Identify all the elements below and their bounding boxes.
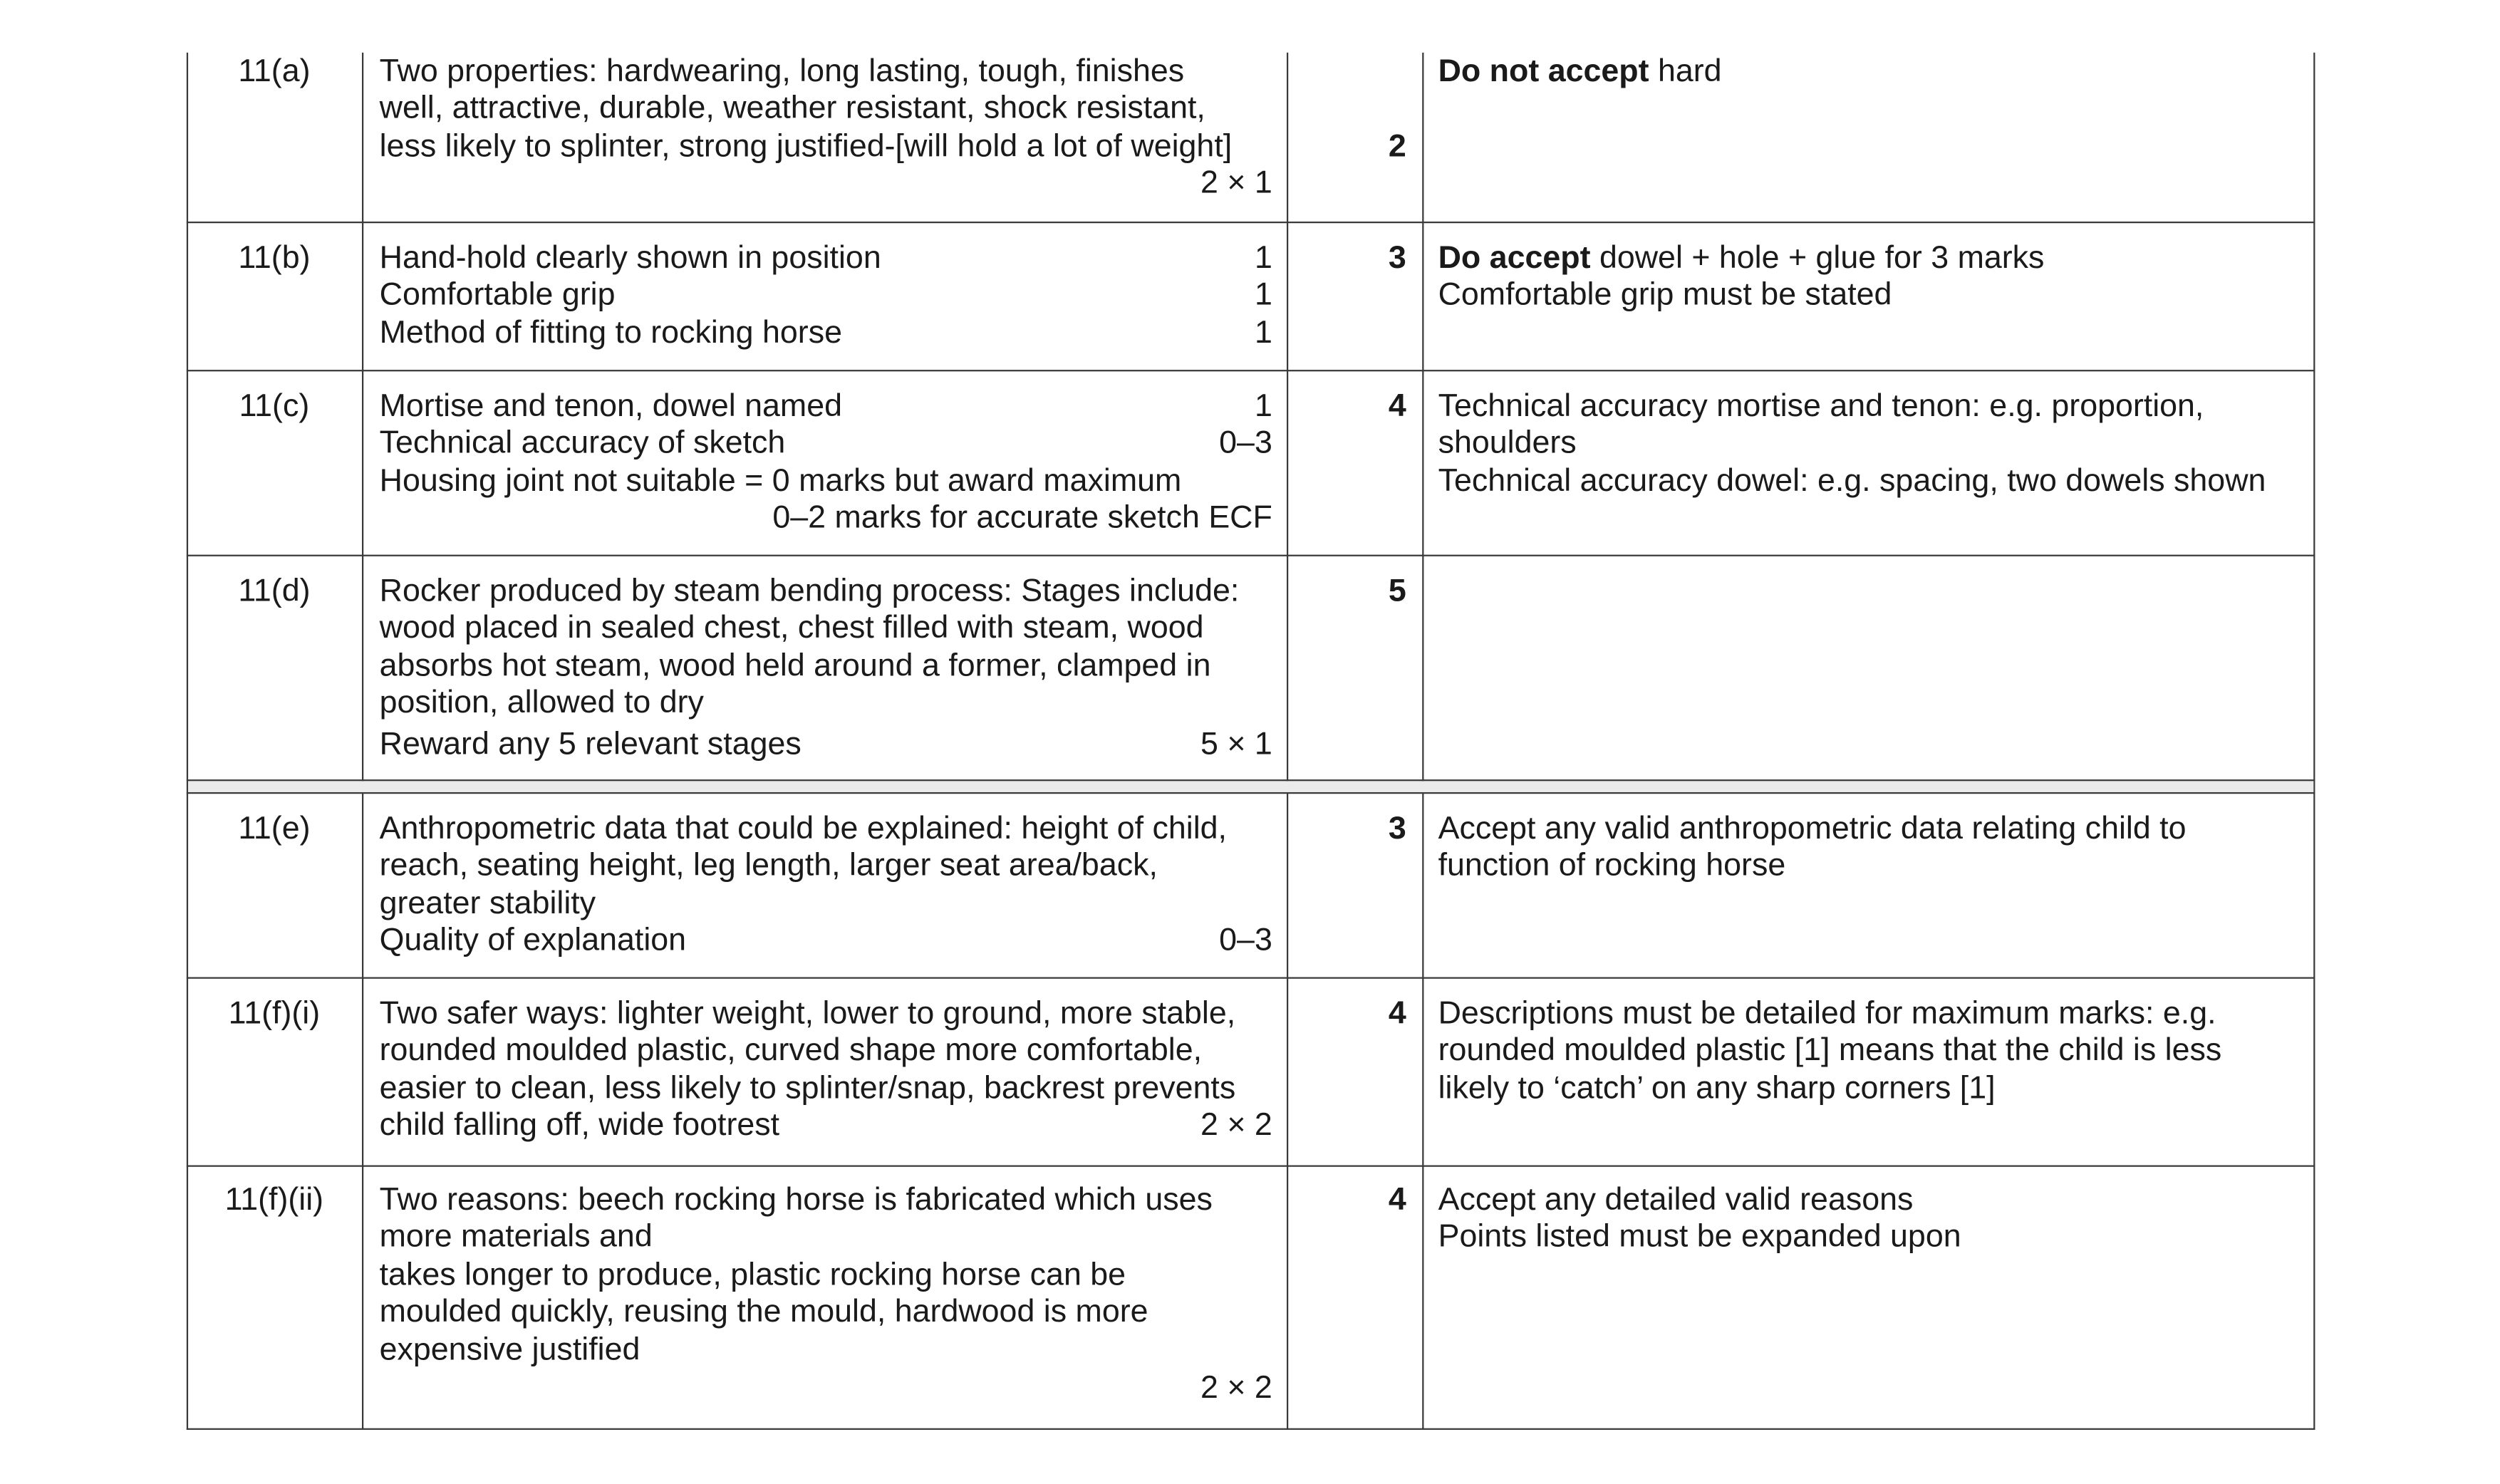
answer-line: Housing joint not suitable = 0 marks but award maximum (379, 463, 1182, 499)
row-divider (187, 555, 2315, 556)
guidance-cell (1438, 389, 2308, 501)
answer-line: less likely to splinter, strong justified-[will hold a lot of weight] (379, 128, 1233, 164)
guidance-line: Accept any valid anthropometric data relating child to (1438, 811, 2187, 847)
row-divider (187, 779, 2315, 781)
row-divider (187, 1166, 2315, 1167)
answer-line: absorbs hot steam, wood held around a former, clamped in (379, 648, 1211, 684)
row-divider (187, 977, 2315, 979)
answer-line: Quality of explanation 0–3 (379, 923, 1272, 959)
answer-line: moulded quickly, reusing the mould, hardwood is more (379, 1294, 1148, 1330)
guidance-cell (1438, 241, 2308, 316)
answer-line: expensive justified (379, 1332, 640, 1367)
answer-cell (380, 996, 1272, 1145)
answer-line: Two reasons: beech rocking horse is fabricated which uses (379, 1183, 1213, 1218)
answer-mark-line: 0–2 marks for accurate sketch ECF (772, 500, 1272, 536)
row-divider (187, 370, 2315, 371)
answer-line: Two safer ways: lighter weight, lower to ground, more stable, (379, 996, 1236, 1032)
total-marks: 2 (1388, 129, 1406, 165)
guidance-line: Comfortable grip must be stated (1438, 278, 1892, 313)
answer-line: Anthropometric data that could be explained: height of child, (379, 811, 1227, 847)
guidance-line: Do not accept hard (1438, 54, 1722, 90)
answer-line: child falling off, wide footrest 2 × 2 (379, 1108, 1272, 1143)
guidance-line: Do accept dowel + hole + glue for 3 marks (1438, 240, 2045, 276)
answer-line: Rocker produced by steam bending process: Stages include: (379, 574, 1240, 609)
table-border-bottom (187, 1428, 2315, 1430)
answer-line: Mortise and tenon, dowel named 1 (379, 388, 1272, 425)
total-marks: 4 (1388, 996, 1406, 1032)
answer-cell (380, 574, 1272, 763)
guidance-line: function of rocking horse (1438, 849, 1786, 884)
guidance-line: Points listed must be expanded upon (1438, 1220, 1961, 1255)
guidance-cell (1438, 811, 2308, 886)
question-number: 11(e) (238, 811, 311, 847)
answer-cell (380, 1183, 1272, 1408)
total-marks: 4 (1388, 1183, 1406, 1218)
answer-line: Hand-hold clearly shown in position 1 (379, 240, 1272, 276)
answer-line: Two properties: hardwearing, long lasting, tough, finishes (379, 54, 1185, 90)
answer-line: position, allowed to dry (379, 685, 704, 721)
answer-mark-line: 2 × 2 (1200, 1371, 1272, 1406)
guidance-cell (1438, 1183, 2308, 1257)
total-marks: 3 (1388, 811, 1406, 847)
guidance-line: shoulders (1438, 426, 1577, 462)
column-divider (362, 53, 363, 1430)
question-number: 11(b) (238, 240, 311, 276)
answer-line: reach, seating height, leg length, larger seat area/back, (379, 849, 1158, 884)
guidance-line: Technical accuracy dowel: e.g. spacing, two dowels shown (1438, 463, 2266, 499)
guidance-line: Technical accuracy mortise and tenon: e.g. proportion, (1438, 388, 2204, 425)
table-border-right (2313, 53, 2315, 1430)
row-gap (188, 781, 2313, 792)
answer-mark-line: 2 × 1 (1200, 166, 1272, 202)
question-number: 11(d) (238, 574, 311, 609)
answer-line: easier to clean, less likely to splinter/snap, backrest prevents (379, 1071, 1236, 1106)
answer-line: takes longer to produce, plastic rocking horse can be (379, 1257, 1126, 1293)
answer-cell (380, 54, 1272, 203)
total-marks: 3 (1388, 240, 1406, 276)
answer-cell (380, 389, 1272, 538)
answer-cell (380, 811, 1272, 960)
question-number: 11(f)(ii) (224, 1183, 324, 1218)
total-marks: 5 (1388, 574, 1406, 609)
answer-line: Comfortable grip 1 (379, 278, 1272, 313)
answer-line: Method of fitting to rocking horse 1 (379, 315, 1272, 351)
row-divider (187, 222, 2315, 223)
question-number: 11(c) (239, 388, 310, 425)
guidance-cell (1438, 54, 2308, 91)
guidance-line: Descriptions must be detailed for maximum marks: e.g. (1438, 996, 2216, 1032)
answer-line: Reward any 5 relevant stages 5 × 1 (379, 726, 1272, 762)
row-divider (187, 792, 2315, 794)
guidance-line: Accept any detailed valid reasons (1438, 1183, 1914, 1218)
guidance-cell (1438, 996, 2308, 1108)
answer-line: well, attractive, durable, weather resistant, shock resistant, (379, 91, 1205, 127)
answer-line: rounded moulded plastic, curved shape more comfortable, (379, 1033, 1203, 1069)
answer-line: greater stability (379, 886, 596, 921)
answer-cell (380, 241, 1272, 353)
answer-line: wood placed in sealed chest, chest filled with steam, wood (379, 611, 1204, 647)
guidance-line: rounded moulded plastic [1] means that the child is less (1438, 1033, 2222, 1069)
column-divider (1422, 53, 1423, 1430)
guidance-line: likely to ‘catch’ on any sharp corners [1] (1438, 1071, 1996, 1106)
mark-scheme-table (187, 53, 2315, 1430)
question-number: 11(f)(i) (228, 996, 321, 1032)
question-number: 11(a) (238, 54, 311, 90)
answer-line: Technical accuracy of sketch 0–3 (379, 426, 1272, 462)
answer-line: more materials and (379, 1220, 653, 1255)
total-marks: 4 (1388, 388, 1406, 425)
